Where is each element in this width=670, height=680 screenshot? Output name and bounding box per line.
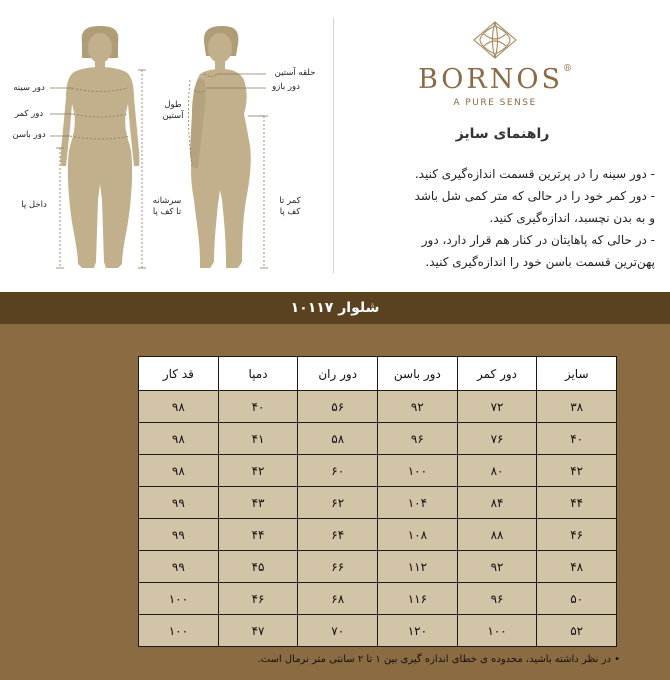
- label-bicep: دور بازو: [272, 82, 300, 92]
- label-bust: دور سینه: [13, 83, 45, 93]
- label-sleeve-length: [156, 100, 190, 122]
- table-row: [139, 423, 617, 455]
- table-row: [139, 519, 617, 551]
- table-cell: ۴۵: [218, 551, 298, 583]
- table-cell: ۹۹: [139, 519, 219, 551]
- table-cell: ۷۶: [457, 423, 537, 455]
- table-cell: ۶۲: [298, 487, 378, 519]
- table-cell: ۴۲: [218, 455, 298, 487]
- product-band: [0, 292, 670, 324]
- product-title: شلوار ۱۰۱۱۷: [290, 300, 380, 316]
- table-cell: ۸۴: [457, 487, 537, 519]
- table-cell: ۸۸: [457, 519, 537, 551]
- table-cell: ۹۶: [378, 423, 458, 455]
- table-cell: ۹۹: [139, 487, 219, 519]
- label-waist: دور کمر: [14, 109, 44, 119]
- table-header-row: [139, 357, 617, 391]
- label-shoulder-to-sole-line1: سرشانه: [152, 196, 182, 206]
- table-cell: ۱۲۰: [378, 615, 458, 647]
- size-table-panel: [0, 324, 670, 680]
- side-figure-icon: [190, 26, 251, 268]
- diamond-knot-icon: [470, 20, 520, 60]
- guide-line: و به بدن نچسبد، اندازه‌گیری کنید.: [489, 211, 655, 225]
- header-hem: دمپا: [218, 357, 298, 391]
- table-cell: ۹۸: [139, 455, 219, 487]
- label-armhole: حلقه آستین: [274, 68, 316, 78]
- table-cell: ۱۰۸: [378, 519, 458, 551]
- table-row: [139, 551, 617, 583]
- table-cell: ۱۱۶: [378, 583, 458, 615]
- table-cell: ۴۲: [537, 455, 617, 487]
- guide-line: پهن‌ترین قسمت باسن خود را اندازه‌گیری کنید.: [425, 255, 655, 269]
- table-row: [139, 391, 617, 423]
- front-figure-icon: [61, 26, 140, 268]
- header-length: قد کار: [139, 357, 219, 391]
- table-row: [139, 455, 617, 487]
- table-cell: ۶۶: [298, 551, 378, 583]
- brand-tagline: A PURE SENSE: [453, 98, 537, 108]
- table-cell: ۹۸: [139, 391, 219, 423]
- table-cell: ۹۲: [457, 551, 537, 583]
- table-cell: ۶۴: [298, 519, 378, 551]
- table-cell: ۵۰: [537, 583, 617, 615]
- table-cell: ۱۰۰: [139, 615, 219, 647]
- table-cell: ۳۸: [537, 391, 617, 423]
- table-cell: ۱۰۰: [139, 583, 219, 615]
- table-cell: ۴۰: [537, 423, 617, 455]
- label-sleeve-line2: آستین: [162, 111, 184, 121]
- table-cell: ۵۶: [298, 391, 378, 423]
- registered-mark: ®: [563, 64, 573, 74]
- table-cell: ۴۳: [218, 487, 298, 519]
- table-cell: ۹۲: [378, 391, 458, 423]
- brand-name-text: BORNOS: [417, 64, 564, 95]
- size-guide-header: [0, 0, 670, 292]
- header-size: سایز: [537, 357, 617, 391]
- label-waist-to-sole-line2: کف پا: [279, 207, 301, 217]
- table-cell: ۴۸: [537, 551, 617, 583]
- header-waist: دور کمر: [457, 357, 537, 391]
- table-cell: ۱۰۰: [457, 615, 537, 647]
- body-figures: [0, 0, 335, 292]
- label-shoulder-to-sole: [144, 196, 190, 218]
- table-cell: ۱۱۲: [378, 551, 458, 583]
- guide-line: - دور کمر خود را در حالی که متر کمی شل باشد: [414, 189, 655, 203]
- label-shoulder-to-sole-line2: تا کف پا: [152, 207, 182, 217]
- label-waist-to-sole: [270, 196, 310, 218]
- table-cell: ۴۰: [218, 391, 298, 423]
- table-cell: ۵۲: [537, 615, 617, 647]
- table-row: [139, 583, 617, 615]
- table-row: [139, 615, 617, 647]
- vertical-divider: [333, 18, 334, 273]
- table-cell: ۹۸: [139, 423, 219, 455]
- table-cell: ۴۶: [218, 583, 298, 615]
- table-cell: ۴۴: [218, 519, 298, 551]
- table-cell: ۴۴: [537, 487, 617, 519]
- label-inseam: داخل پا: [21, 200, 47, 210]
- table-cell: ۸۰: [457, 455, 537, 487]
- table-cell: ۷۰: [298, 615, 378, 647]
- brand-block: [390, 20, 600, 110]
- label-sleeve-line1: طول: [164, 100, 182, 110]
- table-cell: ۶۰: [298, 455, 378, 487]
- table-cell: ۱۰۴: [378, 487, 458, 519]
- table-cell: ۷۲: [457, 391, 537, 423]
- table-cell: ۹۶: [457, 583, 537, 615]
- table-cell: ۵۸: [298, 423, 378, 455]
- table-cell: ۶۸: [298, 583, 378, 615]
- table-cell: ۴۷: [218, 615, 298, 647]
- table-cell: ۴۶: [537, 519, 617, 551]
- guide-line: - در حالی که پاهایتان در کنار هم قرار دارد، دور: [421, 233, 655, 247]
- body-diagram: [0, 0, 335, 292]
- guide-title: راهنمای سایز: [455, 126, 550, 142]
- table-cell: ۴۱: [218, 423, 298, 455]
- header-thigh: دور ران: [298, 357, 378, 391]
- table-cell: ۱۰۰: [378, 455, 458, 487]
- label-hip: دور باسن: [12, 130, 46, 140]
- guide-instructions: [344, 163, 655, 273]
- table-row: [139, 487, 617, 519]
- measurement-note: • در نظر داشته باشید، محدوده ی خطای اندازه گیری بین ۱ تا ۲ سانتی متر نرمال است.: [257, 654, 620, 665]
- size-table: [138, 356, 617, 647]
- guide-line: - دور سینه را در پرترین قسمت اندازه‌گیری کنید.: [414, 167, 655, 181]
- header-hip: دور باسن: [378, 357, 458, 391]
- label-waist-to-sole-line1: کمر تا: [279, 196, 301, 206]
- brand-name: [390, 64, 600, 95]
- table-cell: ۹۹: [139, 551, 219, 583]
